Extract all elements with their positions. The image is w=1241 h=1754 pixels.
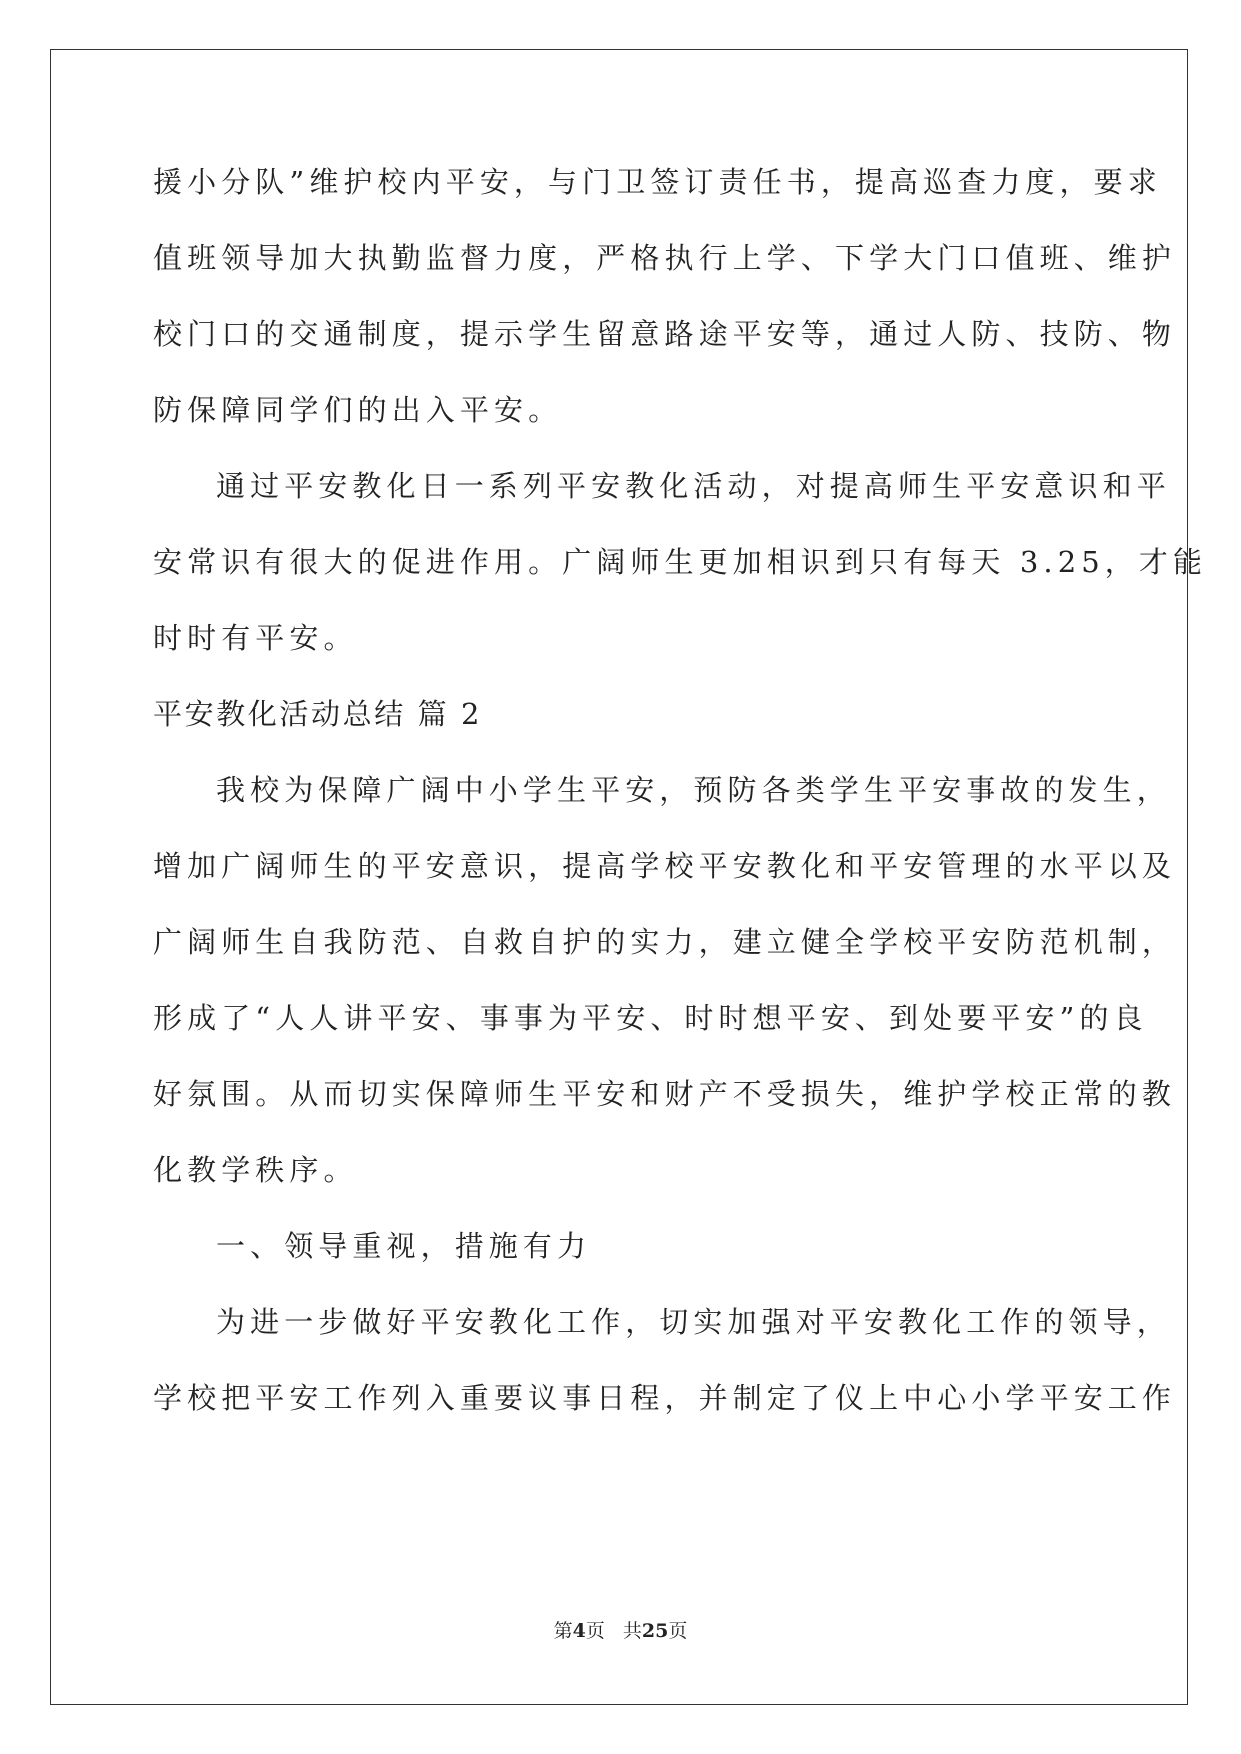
document-body [153, 160, 1208, 1452]
paragraph-line: 通过平安教化日一系列平安教化活动，对提高师生平安意识和平 [216, 469, 1171, 503]
paragraph-line: 广阔师生自我防范、自救自护的实力，建立健全学校平安防范机制， [153, 925, 1177, 959]
subsection-heading: 一、领导重视，措施有力 [216, 1229, 592, 1263]
paragraph-line: 校门口的交通制度，提示学生留意路途平安等，通过人防、技防、物 [153, 317, 1177, 351]
footer-page-number: 4 [572, 1620, 586, 1642]
paragraph-line: 安常识有很大的促进作用。广阔师生更加相识到只有每天 3.25，才能 [153, 545, 1208, 579]
paragraph-line: 学校把平安工作列入重要议事日程，并制定了仪上中心小学平安工作 [153, 1381, 1177, 1415]
page-footer [0, 1616, 1241, 1643]
paragraph-line: 我校为保障广阔中小学生平安，预防各类学生平安事故的发生， [216, 773, 1171, 807]
section-heading: 平安教化活动总结 篇 2 [153, 697, 483, 731]
footer-prefix: 第 [553, 1620, 573, 1642]
footer-page-unit: 页 [585, 1620, 605, 1642]
paragraph-line: 好氛围。从而切实保障师生平安和财产不受损失，维护学校正常的教 [153, 1077, 1177, 1111]
paragraph-line: 为进一步做好平安教化工作，切实加强对平安教化工作的领导， [216, 1305, 1171, 1339]
paragraph-line: 增加广阔师生的平安意识，提高学校平安教化和平安管理的水平以及 [153, 849, 1177, 883]
paragraph-line: 形成了“人人讲平安、事事为平安、时时想平安、到处要平安”的良 [153, 1001, 1148, 1035]
paragraph-line: 防保障同学们的出入平安。 [153, 393, 563, 427]
paragraph-line: 援小分队”维护校内平安，与门卫签订责任书，提高巡查力度，要求 [153, 165, 1162, 199]
footer-total-pages: 25 [641, 1620, 669, 1642]
paragraph-line: 值班领导加大执勤监督力度，严格执行上学、下学大门口值班、维护 [153, 241, 1177, 275]
paragraph-line: 时时有平安。 [153, 621, 358, 655]
paragraph-line: 化教学秩序。 [153, 1153, 358, 1187]
footer-total-unit: 页 [668, 1620, 688, 1642]
footer-total-prefix: 共 [622, 1620, 642, 1642]
